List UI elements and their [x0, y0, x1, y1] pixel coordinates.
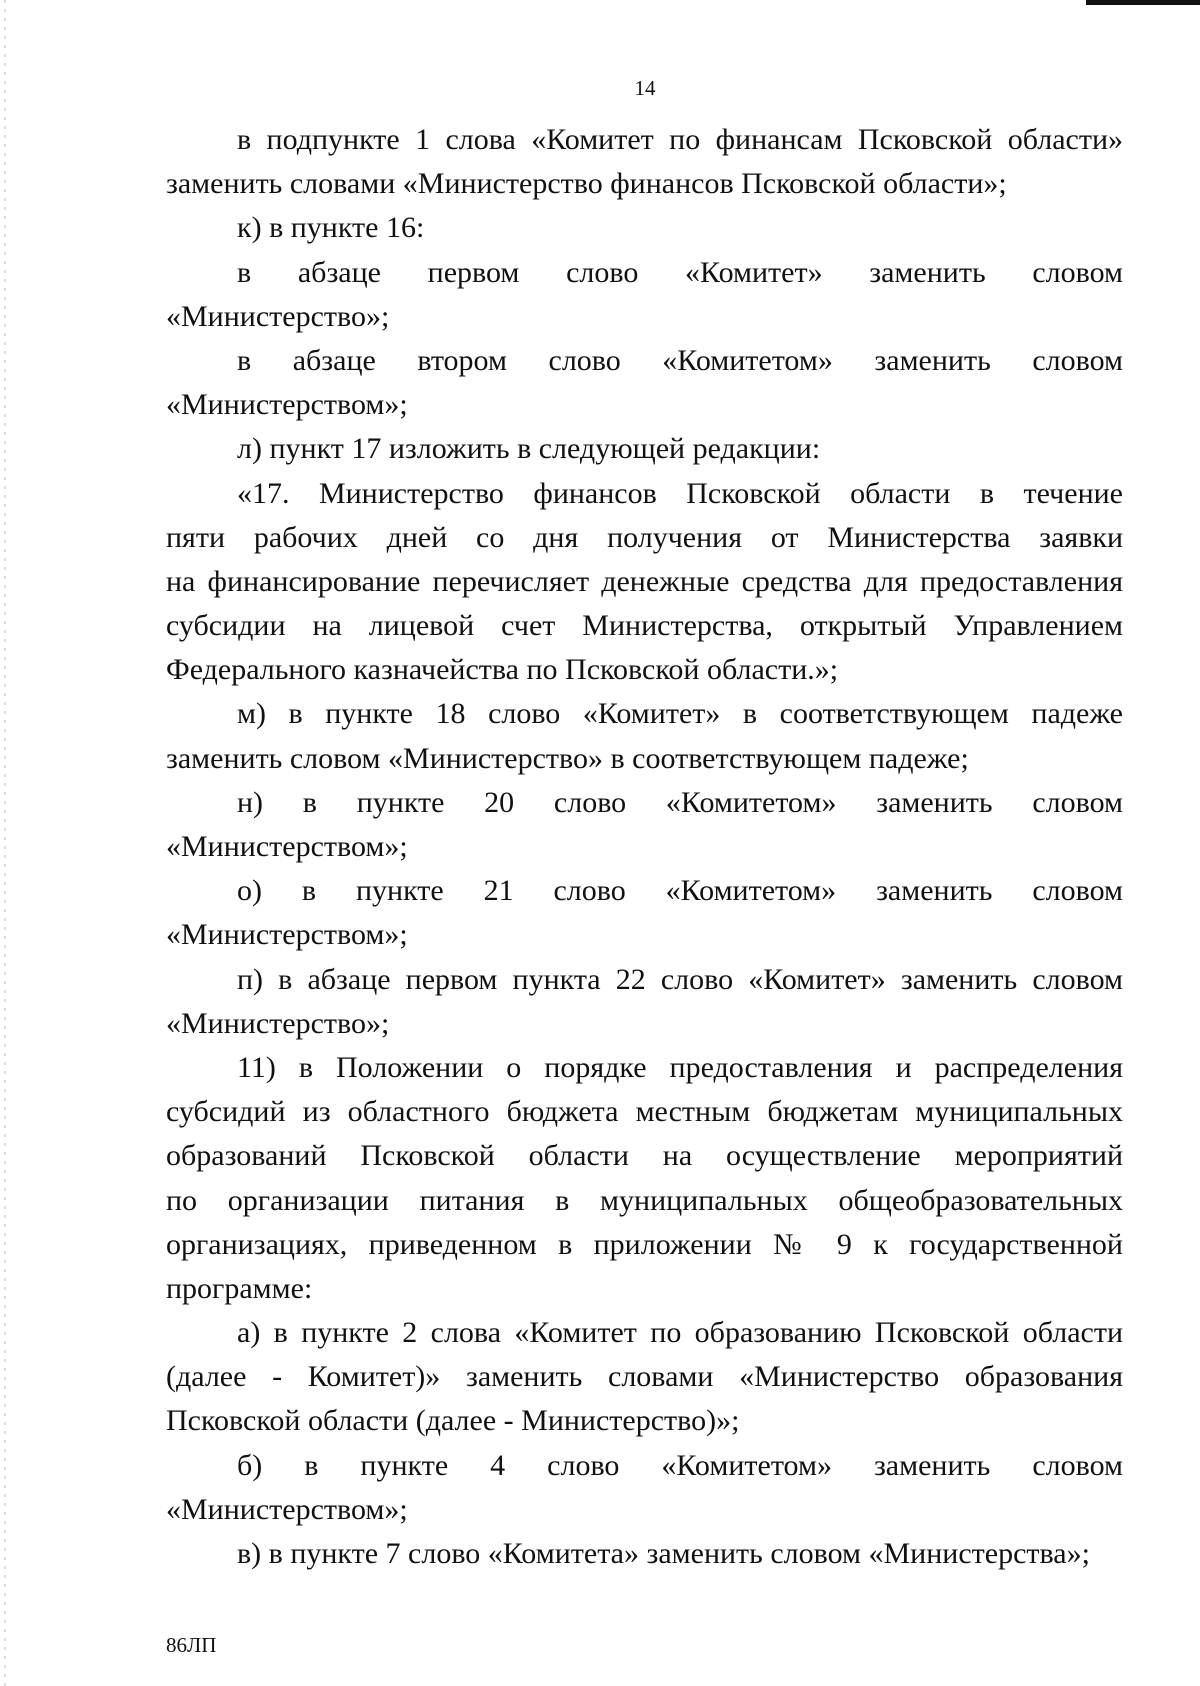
text-line: в абзаце втором слово «Комитетом» заменить словом — [237, 343, 1123, 377]
text-line: на финансирование перечисляет денежные средства для предоставления — [166, 564, 1123, 598]
text-line: Федерального казначейства по Псковской области.»; — [166, 653, 839, 687]
text-line: заменить словами «Министерство финансов Псковской области»; — [166, 167, 1007, 201]
text-line: п) в абзаце первом пункта 22 слово «Комитет» заменить словом — [237, 962, 1123, 996]
text-line: 11) в Положении о порядке предоставления и распределения — [237, 1050, 1123, 1084]
footer-code: 86ЛП — [166, 1633, 217, 1657]
text-line: в подпункте 1 слова «Комитет по финансам Псковской области» — [237, 123, 1123, 156]
text-line: субсидий из областного бюджета местным бюджетам муниципальных — [166, 1095, 1123, 1129]
scan-edge — [4, 0, 6, 1686]
text-line: «Министерство»; — [166, 1006, 390, 1040]
text-line: а) в пункте 2 слова «Комитет по образованию Псковской области — [237, 1316, 1123, 1350]
text-line: субсидии на лицевой счет Министерства, открытый Управлением — [166, 609, 1123, 643]
text-line: Псковской области (далее - Министерство)»; — [166, 1404, 740, 1438]
text-line: «17. Министерство финансов Псковской области в течение — [237, 476, 1123, 510]
text-line: «Министерством»; — [166, 1492, 408, 1526]
text-line: по организации питания в муниципальных общеобразовательных — [166, 1183, 1123, 1217]
text-line: (далее - Комитет)» заменить словами «Министерство образования — [166, 1360, 1123, 1394]
text-line: м) в пункте 18 слово «Комитет» в соответствующем падеже — [237, 697, 1123, 731]
text-line: программе: — [166, 1271, 313, 1305]
text-line: в абзаце первом слово «Комитет» заменить словом — [237, 255, 1123, 289]
document-body — [166, 118, 1123, 1576]
text-line: к) в пункте 16: — [237, 211, 425, 245]
text-line: организациях, приведенном в приложении № 9 к государственной — [166, 1227, 1123, 1261]
text-line: «Министерство»; — [166, 299, 390, 333]
text-line: «Министерством»; — [166, 830, 408, 863]
top-rule-line — [1086, 0, 1200, 5]
text-line: «Министерством»; — [166, 918, 408, 952]
text-line: б) в пункте 4 слово «Комитетом» заменить словом — [237, 1448, 1123, 1482]
text-line: л) пункт 17 изложить в следующей редакции: — [237, 432, 821, 466]
text-line: образований Псковской области на осуществление мероприятий — [166, 1139, 1123, 1173]
text-line: «Министерством»; — [166, 388, 408, 422]
text-line: н) в пункте 20 слово «Комитетом» заменить словом — [237, 785, 1123, 819]
text-line: заменить словом «Министерство» в соответствующем падеже; — [166, 741, 969, 775]
text-line: пяти рабочих дней со дня получения от Министерства заявки — [166, 520, 1123, 554]
page-number: 14 — [634, 76, 656, 100]
text-line: о) в пункте 21 слово «Комитетом» заменить словом — [237, 874, 1123, 908]
text-line: в) в пункте 7 слово «Комитета» заменить словом «Министерства»; — [237, 1537, 1090, 1570]
